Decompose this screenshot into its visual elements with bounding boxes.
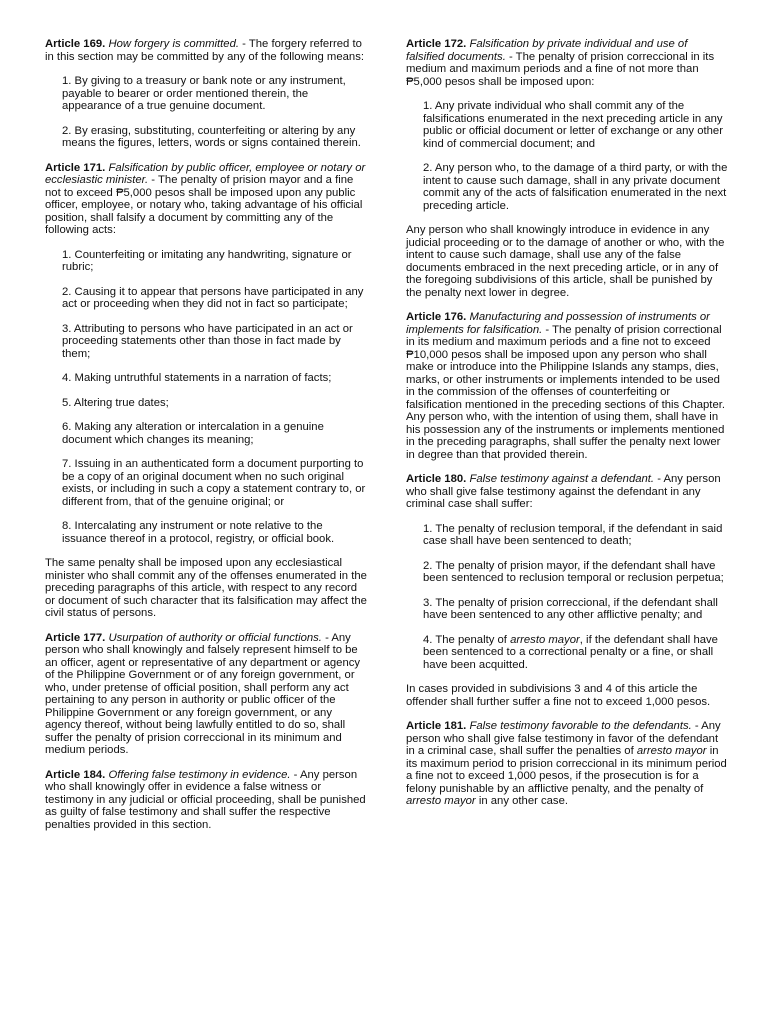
article-177-label: Article 177. (45, 631, 106, 644)
article-171-item-7: 7. Issuing in an authenticated form a document purporting to be a copy of an original document when no such original exists, or including in such a copy a statement contrary to, or different from, that of the genuine original; or (62, 458, 366, 508)
article-172-label: Article 172. (406, 38, 467, 50)
right-column (406, 38, 728, 820)
article-172-item-2: 2. Any person who, to the damage of a third party, or with the intent to cause such damage, shall in any private document commit any of the acts of falsification enumerated in the next preceding article. (423, 162, 728, 212)
article-181-em-1: arresto mayor (636, 745, 707, 757)
article-180-item-4-post: , if the defendant shall have been sentenced to a correctional penalty or a fine, or shall have been acquitted. (423, 633, 718, 671)
article-180-item-4-em: arresto mayor (510, 633, 580, 646)
article-172-intro (406, 38, 728, 88)
article-181-name: False testimony favorable to the defendants. (469, 720, 692, 732)
article-171-item-1: 1. Counterfeiting or imitating any handwriting, signature or rubric; (62, 248, 352, 273)
article-169-label: Article 169. (45, 38, 106, 50)
article-169-item-1: 1. By giving to a treasury or bank note or any instrument, payable to bearer or order mentioned therein, the appearance of a true genuine document. (62, 75, 346, 112)
article-181-text-2: in its maximum period to prision correccional in its minimum period a fine not to exceed 1,000 pesos, if the prosecution is for a felony punishable by an afflictive penalty, and the penalty of (406, 745, 727, 795)
article-184 (45, 769, 367, 832)
article-181-em-2: arresto mayor (406, 795, 476, 807)
article-177-text: - Any person who shall knowingly and falsely represent himself to be an officer, agent or representative of any department or agency of the Philippine Government or of any foreign government, or who, under pretense of official position, shall perform any act pertaining to any person in authority or public officer of the Philippine Government or any foreign government, or any agency thereof, without being lawfully entitled to do so, shall suffer the penalty of prision correccional in its minimum and medium periods. (45, 631, 361, 756)
article-172-name: Falsification by private individual and use of falsified documents. (406, 38, 688, 63)
article-181-label: Article 181. (406, 720, 467, 732)
article-184-label: Article 184. (45, 768, 106, 781)
article-177-name: Usurpation of authority or official functions. (108, 631, 322, 644)
article-169-text: - The forgery referred to in this section may be committed by any of the following means: (45, 38, 364, 63)
article-180-label: Article 180. (406, 473, 467, 485)
article-181 (406, 720, 728, 808)
article-181-text-3: in any other case. (475, 795, 568, 807)
article-180-item-2: 2. The penalty of prision mayor, if the defendant shall have been sentenced to reclusion temporal or reclusion perpetua; (423, 559, 724, 584)
article-180-text: - Any person who shall give false testimony against the defendant in any criminal case shall suffer: (406, 473, 721, 510)
article-184-name: Offering false testimony in evidence. (108, 768, 291, 781)
article-176 (406, 311, 728, 461)
article-180-item-1: 1. The penalty of reclusion temporal, if the defendant in said case shall have been sentenced to death; (423, 522, 723, 547)
article-180-closing: In cases provided in subdivisions 3 and 4 of this article the offender shall further suffer a fine not to exceed 1,000 pesos. (406, 683, 711, 708)
article-171-item-6: 6. Making any alteration or intercalation in a genuine document which changes its meaning; (62, 421, 324, 446)
article-180-name: False testimony against a defendant. (469, 473, 655, 485)
article-171-item-4: 4. Making untruthful statements in a narration of facts; (62, 372, 332, 384)
article-171-intro (45, 162, 367, 237)
article-172-item-1: 1. Any private individual who shall commit any of the falsifications enumerated in the next preceding article in any public or official document or letter of exchange or any other kind of commercial document; and (423, 100, 723, 150)
article-176-label: Article 176. (406, 311, 467, 323)
article-169-name: How forgery is committed. (108, 38, 240, 50)
article-169-intro (45, 38, 367, 63)
article-180-intro (406, 473, 728, 511)
article-176-text: - The penalty of prision correctional in its medium and maximum periods and a fine not to exceed ₱10,000 pesos shall be imposed upon any person who shall make or introduce into the Philippine Islands any stamps, dies, marks, or other instruments or implements intended to be used in the commission of the offenses of counterfeiting or falsification mentioned in the preceding sections of this Chapter. Any person who, with the intention of using them, shall have in his possession any of the instruments or implements mentioned in the preceding paragraphs, shall suffer the penalty next lower in degree than that provided therein. (406, 323, 726, 461)
article-176-name: Manufacturing and possession of instruments or implements for falsification. (406, 311, 710, 336)
article-177 (45, 632, 367, 757)
article-172-closing: Any person who shall knowingly introduce in evidence in any judicial proceeding or to the damage of another or who, with the intent to cause such damage, shall use any of the false documents embraced in the next preceding article, or in any of the foregoing subdivisions of this article, shall be punished by the penalty next lower in degree. (406, 224, 725, 299)
article-180-item-4 (423, 634, 728, 672)
article-171-item-5: 5. Altering true dates; (62, 396, 169, 409)
article-180-item-4-pre: 4. The penalty of (423, 633, 511, 646)
article-171-name: Falsification by public officer, employee or notary or ecclesiastic minister. (45, 161, 366, 186)
article-180-item-3: 3. The penalty of prision correccional, if the defendant shall have been sentenced to any other afflictive penalty; and (423, 596, 718, 621)
article-171-item-2: 2. Causing it to appear that persons have participated in any act or proceeding when they did not in fact so participate; (62, 285, 364, 310)
article-184-text: - Any person who shall knowingly offer in evidence a false witness or testimony in any judicial or official proceeding, shall be punished as guilty of false testimony and shall suffer the respective penalties provided in this section. (45, 768, 366, 831)
left-column (45, 38, 367, 843)
article-169-item-2: 2. By erasing, substituting, counterfeiting or altering by any means the figures, letters, words or signs contained therein. (62, 124, 361, 149)
article-171-item-8: 8. Intercalating any instrument or note relative to the issuance thereof in a protocol, registry, or official book. (62, 520, 335, 545)
article-171-closing: The same penalty shall be imposed upon any ecclesiastical minister who shall commit any of the offenses enumerated in the preceding paragraphs of this article, with respect to any record or document of such character that its falsification may affect the civil status of persons. (45, 557, 367, 619)
article-181-text-1: - Any person who shall give false testimony in favor of the defendant in a criminal case, shall suffer the penalties of (406, 720, 721, 757)
article-171-text: - The penalty of prision mayor and a fine not to exceed ₱5,000 pesos shall be imposed upon any public officer, employee, or notary who, taking advantage of his official position, shall falsify a document by committing any of the following acts: (45, 174, 363, 236)
article-171-label: Article 171. (45, 161, 106, 174)
article-171-item-3: 3. Attributing to persons who have participated in an act or proceeding statements other than those in fact made by them; (62, 322, 353, 360)
article-172-text: - The penalty of prision correccional in its medium and maximum periods and a fine of not more than ₱5,000 pesos shall be imposed upon: (406, 50, 715, 88)
